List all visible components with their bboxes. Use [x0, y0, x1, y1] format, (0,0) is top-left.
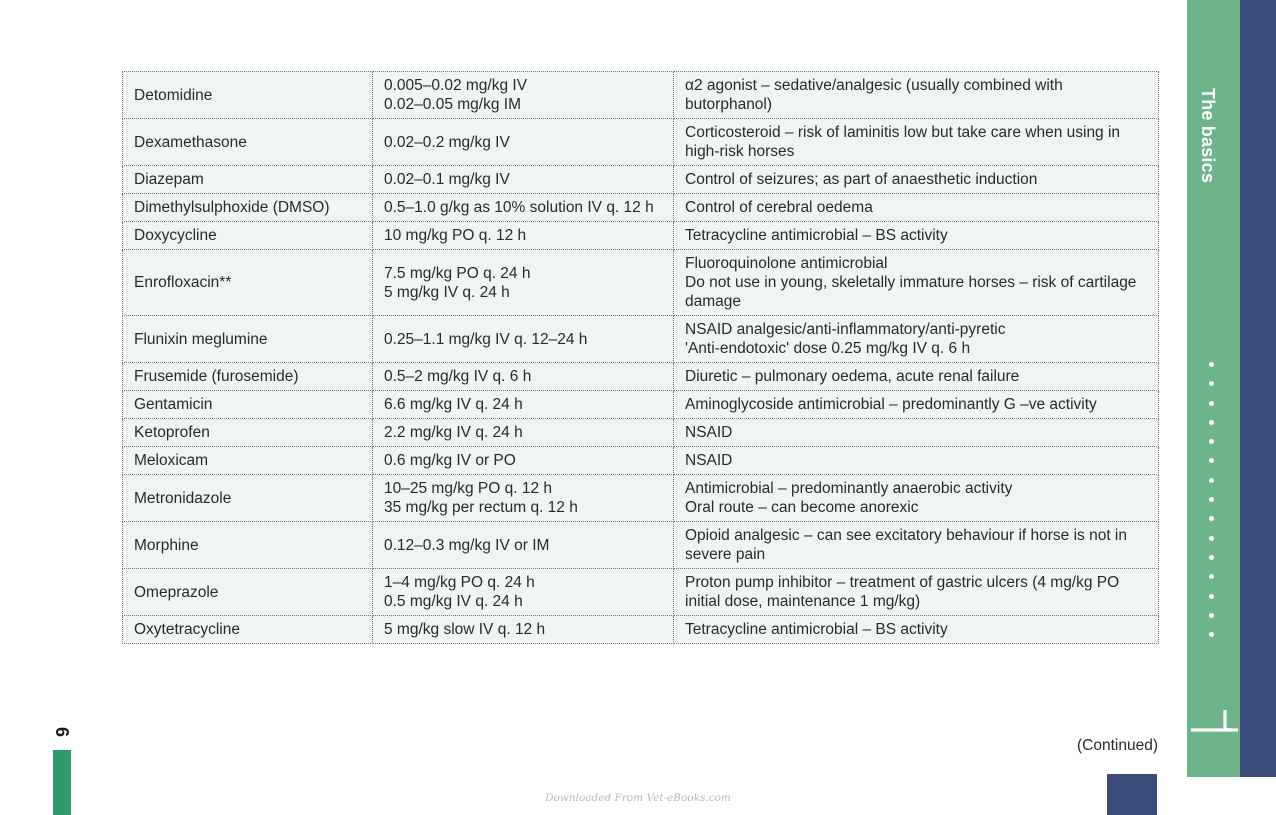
- drug-name-cell: Oxytetracycline: [123, 616, 373, 644]
- dose-line: 0.02–0.2 mg/kg IV: [384, 133, 510, 151]
- table-row: [123, 166, 1159, 194]
- notes-line: Corticosteroid – risk of laminitis low but take care when using in high-risk horses: [685, 124, 1121, 160]
- dose-cell: [373, 194, 674, 222]
- notes-cell: [674, 316, 1159, 363]
- notes-line: Oral route – can become anorexic: [685, 499, 919, 516]
- drug-name-cell: Frusemide (furosemide): [123, 363, 373, 391]
- dose-cell: [373, 166, 674, 194]
- chapter-tab-navy: [1240, 0, 1276, 777]
- dose-line: 2.2 mg/kg IV q. 24 h: [384, 424, 523, 441]
- watermark: Downloaded From Vet-eBooks.com: [545, 792, 731, 804]
- table-row: [123, 316, 1159, 363]
- drug-name-cell: Detomidine: [123, 72, 373, 119]
- dose-cell: [373, 363, 674, 391]
- drug-name-cell: Dexamethasone: [123, 119, 373, 166]
- tab-dot-icon: [1209, 401, 1214, 406]
- drug-name-cell: Doxycycline: [123, 222, 373, 250]
- table-row: [123, 447, 1159, 475]
- dose-cell: [373, 616, 674, 644]
- notes-cell: [674, 166, 1159, 194]
- chapter-tab-title: The basics: [1198, 88, 1218, 184]
- notes-line: Do not use in young, skeletally immature horses – risk of cartilage damage: [685, 274, 1137, 310]
- notes-line: α2 agonist – sedative/analgesic (usually combined with butorphanol): [685, 77, 1063, 113]
- notes-line: 'Anti-endotoxic' dose 0.25 mg/kg IV q. 6 h: [685, 340, 971, 357]
- drug-name-cell: Ketoprofen: [123, 419, 373, 447]
- notes-cell: [674, 363, 1159, 391]
- table-row: [123, 119, 1159, 166]
- notes-line: Opioid analgesic – can see excitatory behaviour if horse is not in severe pain: [685, 527, 1127, 563]
- notes-line: Aminoglycoside antimicrobial – predominantly G –ve activity: [685, 396, 1097, 413]
- table-row: [123, 522, 1159, 569]
- dose-line: 5 mg/kg IV q. 24 h: [384, 283, 510, 301]
- notes-cell: [674, 419, 1159, 447]
- notes-line: NSAID analgesic/anti-inflammatory/anti-pyretic: [685, 321, 1006, 338]
- notes-line: Control of cerebral oedema: [685, 199, 873, 216]
- dose-line: 1–4 mg/kg PO q. 24 h: [384, 574, 535, 591]
- tab-dot-icon: [1209, 458, 1214, 463]
- tab-dot-icon: [1209, 555, 1214, 560]
- tab-dot-icon: [1209, 516, 1214, 521]
- drug-name-cell: Omeprazole: [123, 569, 373, 616]
- chapter-number-icon: [1188, 706, 1240, 734]
- table-row: [123, 363, 1159, 391]
- dose-line: 6.6 mg/kg IV q. 24 h: [384, 396, 523, 413]
- tab-dot-icon: [1209, 362, 1214, 367]
- dose-cell: [373, 250, 674, 316]
- dose-line: 7.5 mg/kg PO q. 24 h: [384, 264, 531, 282]
- notes-cell: [674, 616, 1159, 644]
- dose-line: 0.12–0.3 mg/kg IV or IM: [384, 536, 550, 554]
- notes-cell: [674, 569, 1159, 616]
- page-number-bar: [53, 750, 71, 815]
- dose-line: 0.02–0.1 mg/kg IV: [384, 171, 510, 188]
- notes-cell: [674, 194, 1159, 222]
- dose-line: 0.005–0.02 mg/kg IV: [384, 77, 528, 94]
- dose-line: 35 mg/kg per rectum q. 12 h: [384, 499, 578, 516]
- table-row: [123, 194, 1159, 222]
- dose-cell: [373, 475, 674, 522]
- notes-cell: [674, 522, 1159, 569]
- notes-line: Control of seizures; as part of anaesthetic induction: [685, 171, 1038, 188]
- dose-cell: [373, 447, 674, 475]
- continued-label: (Continued): [1077, 737, 1158, 754]
- notes-line: Diuretic – pulmonary oedema, acute renal failure: [685, 368, 1020, 385]
- tab-dot-icon: [1209, 536, 1214, 541]
- notes-cell: [674, 475, 1159, 522]
- table-row: [123, 616, 1159, 644]
- notes-line: NSAID: [685, 424, 733, 441]
- notes-line: Antimicrobial – predominantly anaerobic activity: [685, 480, 1013, 497]
- table-body: [123, 72, 1159, 644]
- notes-cell: [674, 222, 1159, 250]
- dose-cell: [373, 119, 674, 166]
- table-row: [123, 222, 1159, 250]
- drug-name-cell: Diazepam: [123, 166, 373, 194]
- tab-dot-icon: [1209, 478, 1214, 483]
- tab-dot-icon: [1209, 439, 1214, 444]
- dose-cell: [373, 316, 674, 363]
- drug-name-cell: Morphine: [123, 522, 373, 569]
- dose-line: 0.5 mg/kg IV q. 24 h: [384, 593, 523, 610]
- dose-cell: [373, 391, 674, 419]
- dose-line: 10–25 mg/kg PO q. 12 h: [384, 480, 553, 497]
- dose-line: 0.5–2 mg/kg IV q. 6 h: [384, 368, 532, 385]
- chapter-tab-dots: [1206, 362, 1216, 651]
- notes-cell: [674, 250, 1159, 316]
- drug-name-cell: Metronidazole: [123, 475, 373, 522]
- dose-line: 0.25–1.1 mg/kg IV q. 12–24 h: [384, 330, 588, 348]
- dose-cell: [373, 222, 674, 250]
- corner-navy-block: [1107, 774, 1157, 815]
- notes-line: Tetracycline antimicrobial – BS activity: [685, 621, 948, 638]
- dose-cell: [373, 522, 674, 569]
- dose-line: 0.02–0.05 mg/kg IM: [384, 96, 521, 113]
- notes-cell: [674, 119, 1159, 166]
- drug-dosage-table: [122, 71, 1159, 644]
- tab-dot-icon: [1209, 381, 1214, 386]
- page-number: 6: [52, 726, 72, 737]
- dose-line: 0.5–1.0 g/kg as 10% solution IV q. 12 h: [384, 199, 654, 216]
- dose-cell: [373, 72, 674, 119]
- notes-cell: [674, 447, 1159, 475]
- dose-line: 0.6 mg/kg IV or PO: [384, 452, 516, 469]
- drug-name-cell: Gentamicin: [123, 391, 373, 419]
- table-row: [123, 569, 1159, 616]
- notes-cell: [674, 72, 1159, 119]
- drug-name-cell: Dimethylsulphoxide (DMSO): [123, 194, 373, 222]
- table-row: [123, 72, 1159, 119]
- dose-cell: [373, 419, 674, 447]
- tab-dot-icon: [1209, 420, 1214, 425]
- notes-line: Proton pump inhibitor – treatment of gastric ulcers (4 mg/kg PO initial dose, maintenance 1 mg/kg): [685, 574, 1120, 610]
- tab-dot-icon: [1209, 613, 1214, 618]
- notes-line: NSAID: [685, 452, 733, 469]
- drug-name-cell: Enrofloxacin**: [123, 250, 373, 316]
- table-row: [123, 391, 1159, 419]
- tab-dot-icon: [1209, 594, 1214, 599]
- drug-name-cell: Meloxicam: [123, 447, 373, 475]
- notes-line: Fluoroquinolone antimicrobial: [685, 255, 888, 272]
- table-row: [123, 419, 1159, 447]
- dose-line: 10 mg/kg PO q. 12 h: [384, 227, 527, 244]
- dose-cell: [373, 569, 674, 616]
- drug-name-cell: Flunixin meglumine: [123, 316, 373, 363]
- dose-line: 5 mg/kg slow IV q. 12 h: [384, 621, 546, 638]
- table-row: [123, 250, 1159, 316]
- table-row: [123, 475, 1159, 522]
- notes-line: Tetracycline antimicrobial – BS activity: [685, 227, 948, 244]
- tab-dot-icon: [1209, 574, 1214, 579]
- tab-dot-icon: [1209, 632, 1214, 637]
- tab-dot-icon: [1209, 497, 1214, 502]
- notes-cell: [674, 391, 1159, 419]
